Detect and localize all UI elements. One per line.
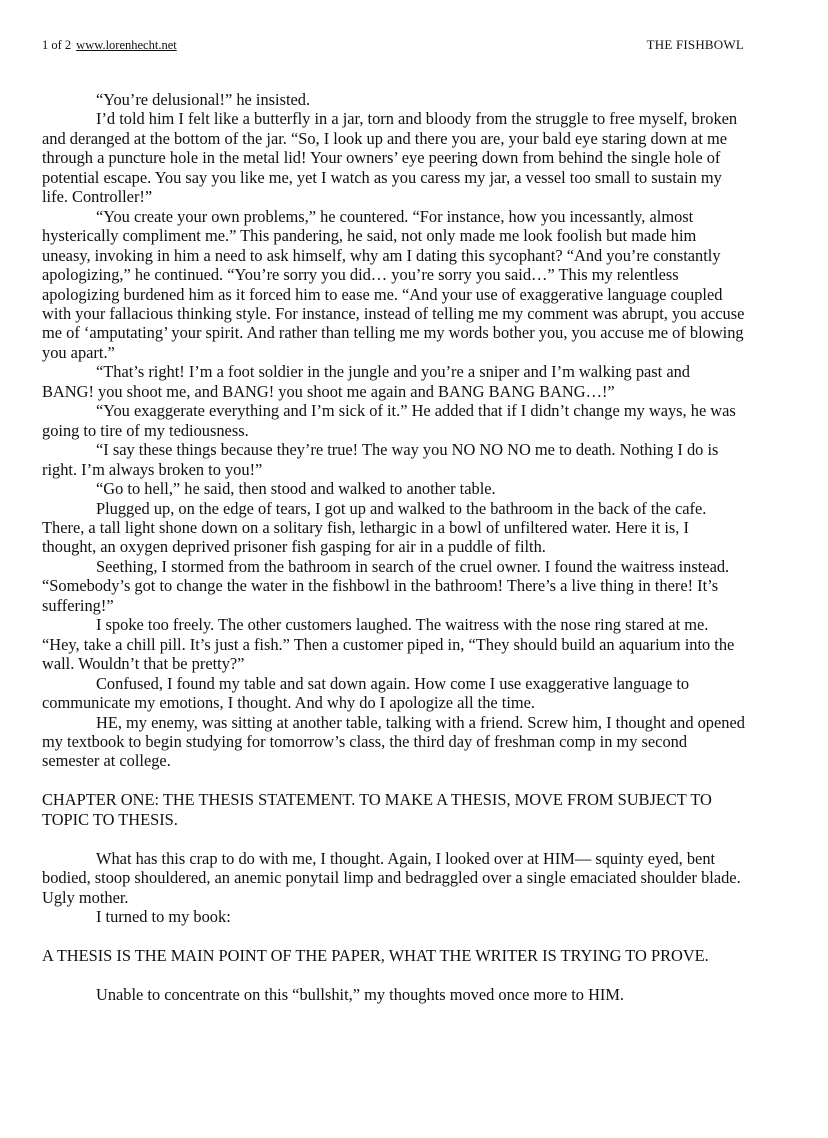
thesis-heading: A THESIS IS THE MAIN POINT OF THE PAPER, WHAT THE WRITER IS TRYING TO PROVE. bbox=[42, 945, 709, 965]
chapter-heading: CHAPTER ONE: THE THESIS STATEMENT. TO MAKE A THESIS, MOVE FROM SUBJECT TO TOPIC TO THESIS. bbox=[42, 790, 712, 829]
paragraph: “You create your own problems,” he countered. “For instance, how you incessantly, almost hysterically compliment me.” This pandering, he said, not only made me look foolish but made him uneasy, invoking in him a need to ask himself, why am I dating this sycophant? “And you’re constantly apologizing,” he continued. “You’re sorry you did… you’re sorry you said…” This my relentless apologizing burdened him as it forced him to ease me. “And your use of exaggerative language coupled with your fallacious thinking style. For instance, instead of telling me my comment was abrupt, you accuse me of ‘amputating’ your spirit. And rather than telling me my words bother you, you accuse me of blowing you apart.” bbox=[42, 206, 745, 362]
paragraph: HE, my enemy, was sitting at another table, talking with a friend. Screw him, I thought and opened my textbook to begin studying for tomorrow’s class, the third day of freshman comp in my second semester at college. bbox=[42, 712, 745, 771]
paragraph: I turned to my book: bbox=[96, 907, 231, 926]
paragraph: “That’s right! I’m a foot soldier in the jungle and you’re a sniper and I’m walking past and BANG! you shoot me, and BANG! you shoot me again and BANG BANG BANG…!” bbox=[42, 362, 690, 401]
page-number: 1 of 2 bbox=[42, 38, 72, 52]
paragraph: Confused, I found my table and sat down again. How come I use exaggerative language to communicate my emotions, I thought. And why do I apologize all the time. bbox=[42, 673, 690, 713]
website-link[interactable]: www.lorenhecht.net bbox=[76, 38, 177, 52]
paragraph: “Go to hell,” he said, then stood and walked to another table. bbox=[96, 479, 496, 499]
paragraph: Plugged up, on the edge of tears, I got up and walked to the bathroom in the back of the cafe. There, a tall light shone down on a solitary fish, lethargic in a bowl of unfiltered water. Here it is, I thought, an oxygen deprived prisoner fish gasping for air in a puddle of filth. bbox=[42, 498, 707, 557]
paragraph: What has this crap to do with me, I thought. Again, I looked over at HIM— squinty eyed, bent bodied, stoop shouldered, an anemic ponytail limp and bedraggled over a single emaciated shoulder blade. Ugly mother. bbox=[42, 848, 741, 907]
paragraph: I spoke too freely. The other customers laughed. The waitress with the nose ring stared at me. “Hey, take a chill pill. It’s just a fish.” Then a customer piped in, “They should build an aquarium into the wall. Wouldn’t that be pretty?” bbox=[42, 615, 735, 674]
page-header-left bbox=[42, 37, 177, 53]
closing-paragraph: Unable to concentrate on this “bullshit,” my thoughts moved once more to HIM. bbox=[96, 984, 625, 1004]
paragraph: “You’re delusional!” he insisted. bbox=[96, 90, 311, 109]
document-title: THE FISHBOWL bbox=[646, 37, 744, 52]
document-body bbox=[42, 90, 745, 1004]
paragraph: Seething, I stormed from the bathroom in search of the cruel owner. I found the waitress instead. “Somebody’s got to change the water in the fishbowl in the bathroom! There’s a live thing in there! It’s suffering!” bbox=[42, 556, 730, 615]
paragraph: I’d told him I felt like a butterfly in a jar, torn and bloody from the struggle to free myself, broken and deranged at the bottom of the jar. “So, I look up and there you are, your bald eye staring down at me through a puncture hole in the metal lid! Your owners’ eye peering down from behind the single hole of potential escape. You say you like me, yet I watch as you caress my jar, a vessel too small to sustain my life. Controller!” bbox=[42, 109, 738, 207]
paragraph: “I say these things because they’re true! The way you NO NO NO me to death. Nothing I do is right. I’m always broken to you!” bbox=[42, 440, 719, 479]
paragraph: “You exaggerate everything and I’m sick of it.” He added that if I didn’t change my ways, he was going to tire of my tediousness. bbox=[42, 401, 736, 440]
